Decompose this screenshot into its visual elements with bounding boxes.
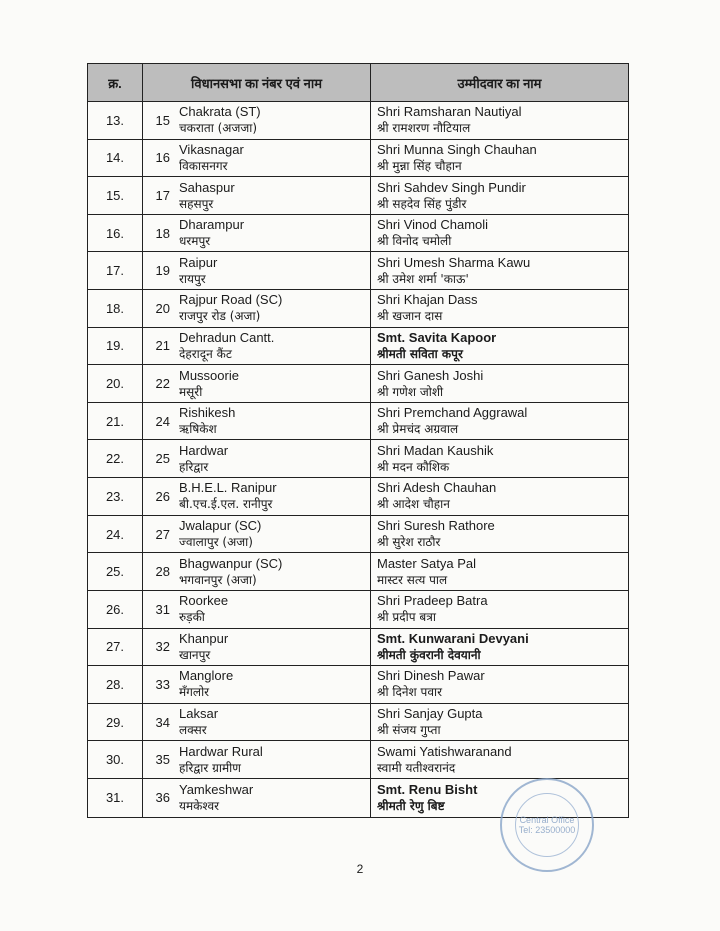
table-row <box>88 328 628 366</box>
header-constituency: विधानसभा का नंबर एवं नाम <box>143 64 371 101</box>
candidate-name-hi: मास्टर सत्य पाल <box>377 572 448 587</box>
constituency-number: 27 <box>155 526 170 542</box>
candidate-name-hi: श्री मदन कौशिक <box>377 459 450 474</box>
table-row <box>88 741 628 779</box>
serial-number: 23. <box>88 478 143 515</box>
stamp-inner <box>515 793 579 857</box>
constituency-name-en: Raipur <box>179 254 218 270</box>
candidate-name-en: Shri Sahdev Singh Pundir <box>377 179 526 195</box>
candidate-name <box>371 629 628 666</box>
constituency-number: 15 <box>155 112 170 128</box>
constituency-name-en: Hardwar <box>179 442 229 458</box>
constituency-name <box>175 440 371 477</box>
candidate-name-hi: श्री दिनेश पवार <box>377 685 443 700</box>
constituency-name-en: Bhagwanpur (SC) <box>179 555 283 571</box>
serial-number: 22. <box>88 440 143 477</box>
constituency-number: 34 <box>155 714 170 730</box>
candidate-name-en: Shri Khajan Dass <box>377 292 478 308</box>
constituency-name <box>175 403 371 440</box>
constituency-name <box>175 102 371 139</box>
constituency-name-hi: भगवानपुर (अजा) <box>179 572 257 587</box>
constituency-number: 26 <box>155 488 170 504</box>
constituency-name-en: Hardwar Rural <box>179 743 263 759</box>
candidate-name <box>371 666 628 703</box>
table-row <box>88 215 628 253</box>
constituency-number: 31 <box>155 601 170 617</box>
candidate-name-hi: श्रीमती सविता कपूर <box>377 346 463 361</box>
constituency-name-en: Chakrata (ST) <box>179 104 261 120</box>
serial-number: 13. <box>88 102 143 139</box>
constituency-name-hi: बी.एच.ई.एल. रानीपुर <box>179 497 273 512</box>
constituency-name-hi: यमकेश्वर <box>179 798 220 813</box>
candidate-name <box>371 440 628 477</box>
constituency-number: 28 <box>155 564 170 580</box>
candidate-name-en: Shri Ramsharan Nautiyal <box>377 104 522 120</box>
candidate-name <box>371 553 628 590</box>
constituency-name-en: Rishikesh <box>179 405 236 421</box>
constituency-number: 17 <box>155 188 170 204</box>
constituency-name-hi: रुड़की <box>179 610 205 625</box>
table-row <box>88 704 628 742</box>
constituency-name <box>175 177 371 214</box>
constituency-name <box>175 779 371 817</box>
candidate-name <box>371 741 628 778</box>
party-office-stamp <box>500 778 594 872</box>
serial-number: 31. <box>88 779 143 817</box>
table-row <box>88 440 628 478</box>
constituency-name-en: Vikasnagar <box>179 141 244 157</box>
table-row <box>88 403 628 441</box>
constituency-name-hi: लक्सर <box>179 723 207 738</box>
constituency-number: 21 <box>155 338 170 354</box>
constituency-name-en: B.H.E.L. Ranipur <box>179 480 277 496</box>
candidate-name <box>371 403 628 440</box>
candidate-name-en: Shri Suresh Rathore <box>377 518 495 533</box>
table-body <box>88 102 628 817</box>
constituency-number: 35 <box>155 752 170 768</box>
candidate-name-en: Smt. Kunwarani Devyani <box>377 630 529 646</box>
table-row <box>88 140 628 178</box>
table-row <box>88 629 628 667</box>
constituency-name-en: Yamkeshwar <box>179 781 254 797</box>
candidate-name <box>371 328 628 365</box>
candidate-name <box>371 516 628 553</box>
serial-number: 17. <box>88 252 143 289</box>
table-row <box>88 177 628 215</box>
constituency-number: 36 <box>155 790 170 806</box>
table-row <box>88 553 628 591</box>
candidate-name-hi: श्री प्रेमचंद अग्रवाल <box>377 422 459 437</box>
serial-number: 24. <box>88 516 143 553</box>
constituency-number: 22 <box>155 376 170 392</box>
candidate-name <box>371 478 628 515</box>
table-row <box>88 591 628 629</box>
constituency-name <box>175 629 371 666</box>
serial-number: 25. <box>88 553 143 590</box>
candidate-name-en: Shri Pradeep Batra <box>377 593 488 609</box>
candidate-name-en: Shri Premchand Aggrawal <box>377 405 528 421</box>
constituency-name <box>175 666 371 703</box>
constituency-name-hi: राजपुर रोड (अजा) <box>179 309 261 324</box>
candidate-name <box>371 290 628 327</box>
constituency-name <box>175 704 371 741</box>
constituency-name-en: Sahaspur <box>179 179 235 195</box>
candidate-name-en: Swami Yatishwaranand <box>377 743 512 759</box>
candidate-name-en: Shri Umesh Sharma Kawu <box>377 254 531 270</box>
serial-number: 27. <box>88 629 143 666</box>
constituency-name-en: Laksar <box>179 706 219 722</box>
constituency-name-hi: देहरादून कैंट <box>179 346 232 361</box>
candidate-name-hi: श्री प्रदीप बत्रा <box>377 610 436 625</box>
candidate-name-en: Shri Sanjay Gupta <box>377 706 483 722</box>
header-serial: क्र. <box>88 64 143 101</box>
constituency-name <box>175 365 371 402</box>
constituency-name-en: Roorkee <box>179 593 229 609</box>
serial-number: 28. <box>88 666 143 703</box>
candidate-name-hi: श्री संजय गुप्ता <box>377 723 441 738</box>
table-row <box>88 252 628 290</box>
candidate-name <box>371 591 628 628</box>
constituency-number: 18 <box>155 225 170 241</box>
constituency-name-hi: हरिद्वार ग्रामीण <box>179 760 241 775</box>
serial-number: 21. <box>88 403 143 440</box>
candidate-name-hi: श्री रामशरण नौटियाल <box>377 121 471 136</box>
constituency-number: 19 <box>155 263 170 279</box>
candidate-name <box>371 704 628 741</box>
candidate-name-en: Shri Dinesh Pawar <box>377 668 485 684</box>
candidate-name <box>371 140 628 177</box>
constituency-name <box>175 328 371 365</box>
candidate-name-hi: श्रीमती कुंवरानी देवयानी <box>377 647 481 662</box>
serial-number: 30. <box>88 741 143 778</box>
constituency-name-hi: विकासनगर <box>179 158 228 173</box>
table-header <box>88 64 628 102</box>
candidate-name-en: Shri Adesh Chauhan <box>377 480 497 496</box>
table-row <box>88 365 628 403</box>
candidate-name <box>371 177 628 214</box>
candidate-name-en: Shri Munna Singh Chauhan <box>377 141 537 157</box>
serial-number: 29. <box>88 704 143 741</box>
serial-number: 14. <box>88 140 143 177</box>
candidate-name-hi: स्वामी यतीश्वरानंद <box>377 760 456 775</box>
candidate-name-hi: श्री विनोद चमोली <box>377 234 452 249</box>
constituency-name <box>175 215 371 252</box>
table-row <box>88 478 628 516</box>
constituency-name-en: Khanpur <box>179 630 229 646</box>
constituency-number: 33 <box>155 676 170 692</box>
candidate-name-hi: श्री आदेश चौहान <box>377 497 450 512</box>
constituency-number: 32 <box>155 639 170 655</box>
constituency-name-en: Mussoorie <box>179 367 239 383</box>
constituency-name-en: Dharampur <box>179 217 245 233</box>
constituency-name-hi: सहसपुर <box>179 196 214 211</box>
candidate-name-en: Smt. Savita Kapoor <box>377 329 497 345</box>
candidate-name <box>371 365 628 402</box>
candidate-name-hi: श्री सुरेश राठौर <box>377 535 441 549</box>
constituency-name-hi: ज्वालापुर (अजा) <box>179 535 253 549</box>
constituency-name-hi: हरिद्वार <box>179 459 209 474</box>
constituency-name-hi: धरमपुर <box>179 234 211 249</box>
candidate-name-hi: श्री मुन्ना सिंह चौहान <box>377 158 462 173</box>
candidate-name-en: Shri Madan Kaushik <box>377 442 494 458</box>
candidate-table <box>87 63 629 818</box>
table-row <box>88 516 628 554</box>
serial-number: 15. <box>88 177 143 214</box>
constituency-name-en: Rajpur Road (SC) <box>179 292 283 308</box>
serial-number: 18. <box>88 290 143 327</box>
constituency-name <box>175 140 371 177</box>
constituency-name-hi: रायपुर <box>179 271 206 286</box>
constituency-name <box>175 741 371 778</box>
constituency-number: 20 <box>155 300 170 316</box>
constituency-name-hi: चकराता (अजजा) <box>179 121 258 136</box>
table-row <box>88 666 628 704</box>
serial-number: 19. <box>88 328 143 365</box>
candidate-name-en: Smt. Renu Bisht <box>377 781 478 797</box>
candidate-name-en: Shri Vinod Chamoli <box>377 217 489 233</box>
constituency-name-en: Jwalapur (SC) <box>179 518 262 533</box>
candidate-name-en: Shri Ganesh Joshi <box>377 367 484 383</box>
constituency-name-hi: मँगलोर <box>179 685 210 700</box>
candidate-name <box>371 102 628 139</box>
constituency-number: 16 <box>155 150 170 166</box>
serial-number: 16. <box>88 215 143 252</box>
constituency-name <box>175 591 371 628</box>
constituency-name <box>175 478 371 515</box>
constituency-number: 24 <box>155 413 170 429</box>
candidate-name-hi: श्री उमेश शर्मा 'काऊ' <box>377 271 469 286</box>
stamp-phone-text: Tel: 23500000 <box>518 825 576 835</box>
constituency-name-hi: ऋषिकेश <box>179 422 217 437</box>
candidate-name-hi: श्री खजान दास <box>377 309 443 324</box>
constituency-number: 25 <box>155 451 170 467</box>
candidate-name-hi: श्रीमती रेणु बिष्ट <box>377 798 445 813</box>
candidate-name <box>371 215 628 252</box>
header-candidate: उम्मीदवार का नाम <box>457 75 542 91</box>
table-row <box>88 290 628 328</box>
serial-number: 20. <box>88 365 143 402</box>
serial-number: 26. <box>88 591 143 628</box>
constituency-name-hi: खानपुर <box>179 647 211 662</box>
constituency-name-en: Dehradun Cantt. <box>179 329 275 345</box>
candidate-name-hi: श्री सहदेव सिंह पुंडीर <box>377 196 467 211</box>
constituency-name-en: Manglore <box>179 668 234 684</box>
candidate-name-en: Master Satya Pal <box>377 555 476 571</box>
constituency-name <box>175 553 371 590</box>
constituency-name <box>175 290 371 327</box>
table-row <box>88 102 628 140</box>
constituency-name <box>175 516 371 553</box>
stamp-office-text: Central Office <box>519 815 575 825</box>
constituency-name-hi: मसूरी <box>179 384 203 399</box>
candidate-name <box>371 252 628 289</box>
page-number: 2 <box>356 862 364 876</box>
constituency-name <box>175 252 371 289</box>
candidate-name-hi: श्री गणेश जोशी <box>377 384 444 399</box>
